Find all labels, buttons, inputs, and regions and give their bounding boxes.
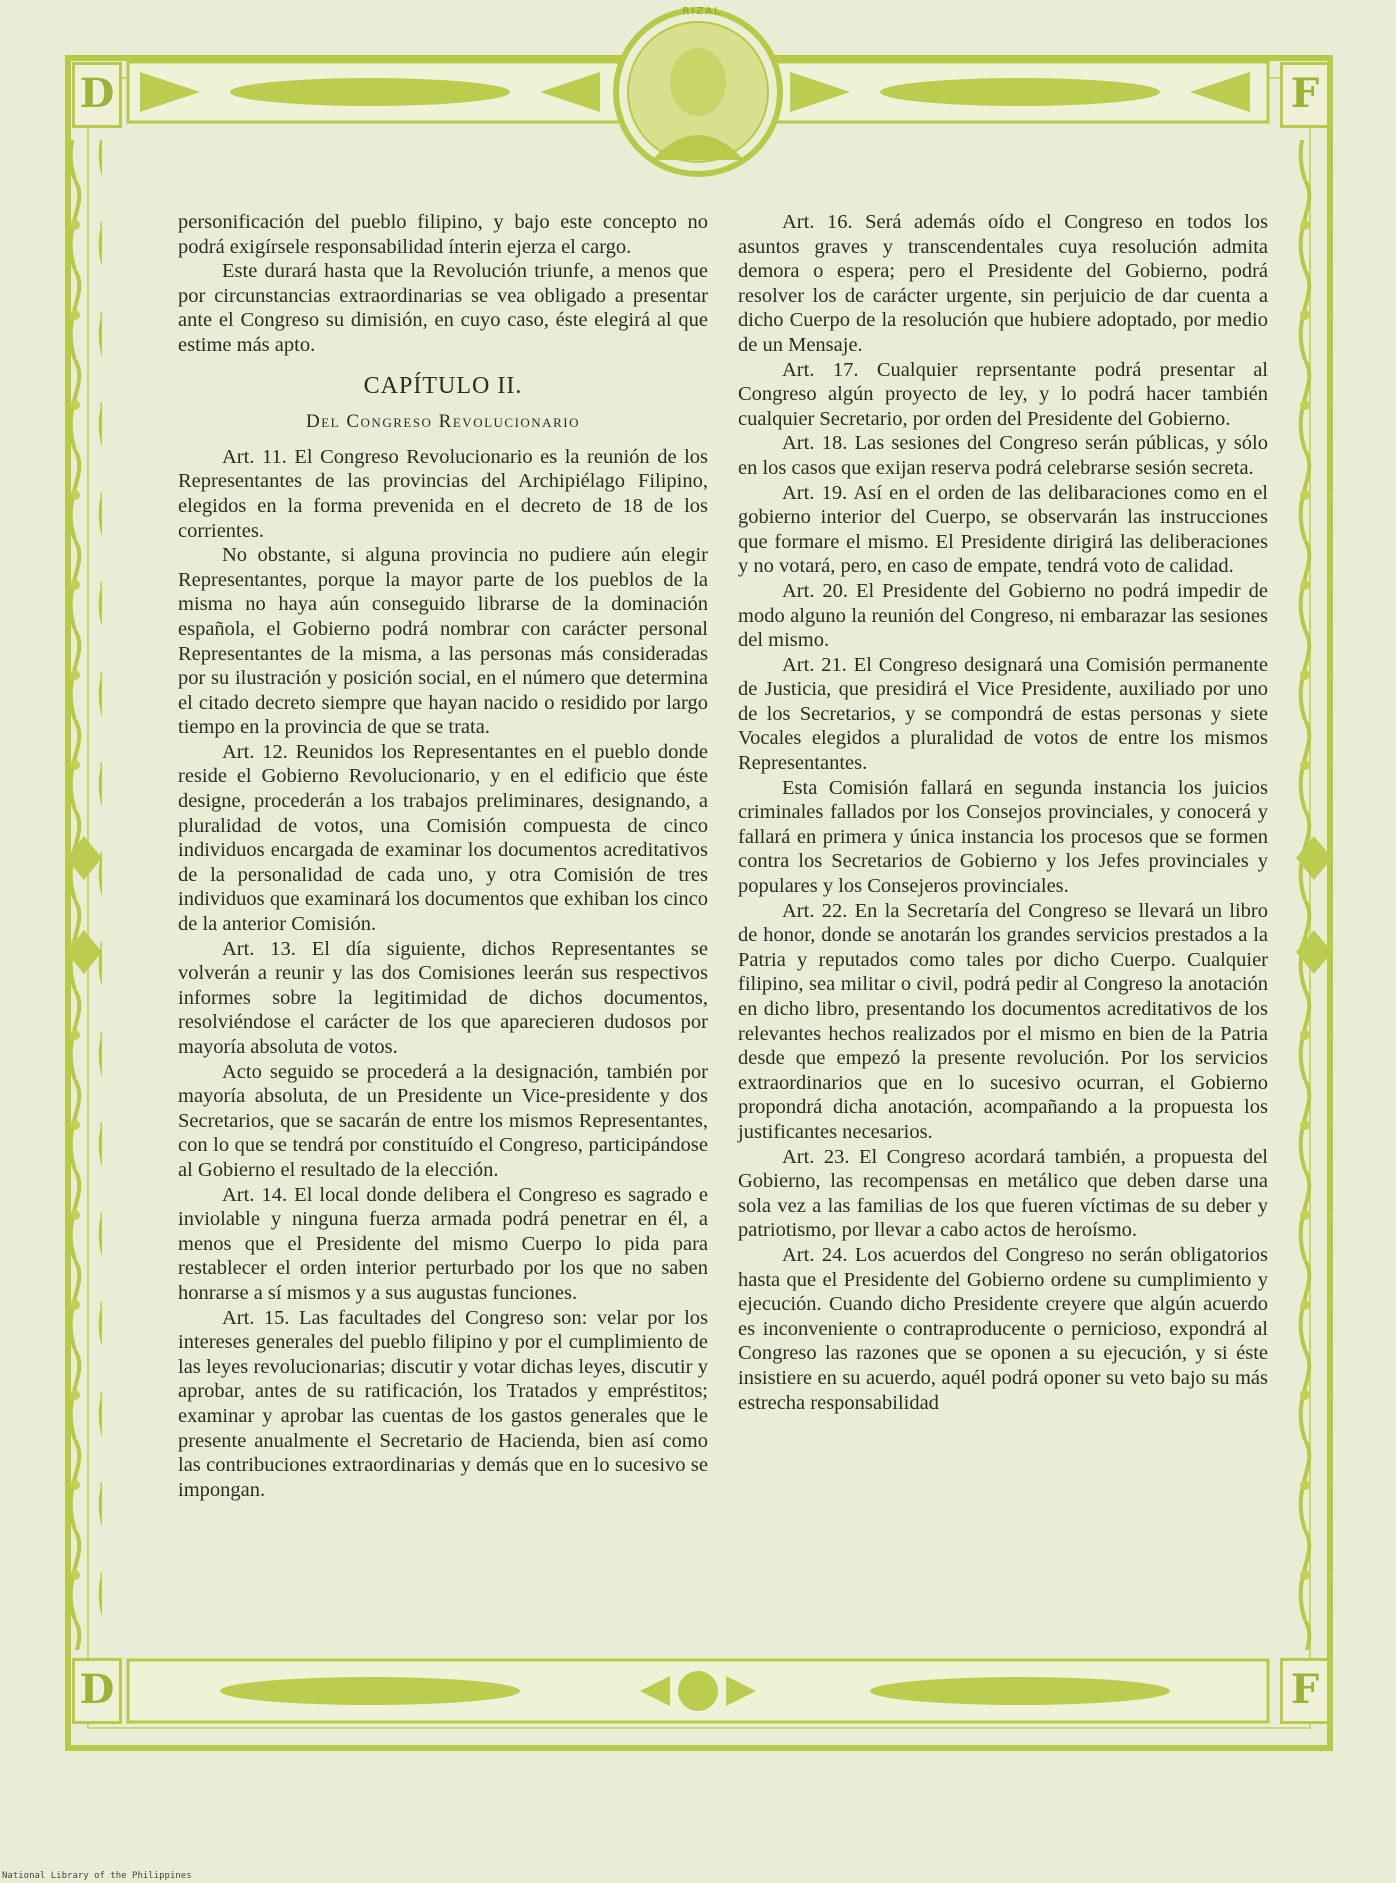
paragraph: Acto seguido se procederá a la designación, también por mayoría absoluta, de un Presidente un Vice-presidente y dos Secretarios, que se sacarán de entre los mismos Representantes, con lo que se tendrá por constituído el Congreso, participándose al Gobierno el resultado de la elección.	[178, 1060, 708, 1181]
article-11: Art. 11. El Congreso Revolucionario es la reunión de los Representantes de las provincias del Archipiélago Filipino, elegidos en la forma prevenida en el decreto de 18 de los corrientes.	[178, 445, 708, 542]
paragraph: Esta Comisión fallará en segunda instancia los juicios criminales fallados por los Consejos provinciales, y conocerá y fallará en primera y única instancia los procesos que se formen contra los Secretarios de Gobierno y los Jefes provinciales y populares y los Consejeros provinciales.	[738, 776, 1268, 898]
article-17: Art. 17. Cualquier reprsentante podrá presentar al Congreso algún proyecto de ley, y lo podrá hacer también cualquier Secretario, por orden del Presidente del Gobierno.	[738, 358, 1268, 430]
article-13: Art. 13. El día siguiente, dichos Representantes se volverán a reunir y las dos Comisiones leerán sus respectivos informes sobre la legitimidad de dichos documentos, resolviéndose el carácter de los que aparecieren dudosos por mayoría absoluta de votos.	[178, 937, 708, 1058]
paragraph: personificación del pueblo filipino, y bajo este concepto no podrá exigírsele responsabilidad ínterin ejerza el cargo.	[178, 211, 708, 258]
article-15: Art. 15. Las facultades del Congreso son: velar por los intereses generales del pueblo filipino y por el cumplimiento de las leyes revolucionarias; discutir y votar dichas leyes, discutir y aprobar, antes de su ratificación, los Tratados y empréstitos; examinar y aprobar las cuentas de los gastos generales que le presente anualmente el Secretario de Hacienda, bien así como las contribuciones extraordinarias y demás que en lo sucesivo se impongan.	[178, 1306, 708, 1501]
article-18: Art. 18. Las sesiones del Congreso serán públicas, y sólo en los casos que exijan reserva podrá celebrarse sesión secreta.	[738, 432, 1268, 479]
corner-letter-bottom-left: D	[72, 1658, 122, 1724]
article-20: Art. 20. El Presidente del Gobierno no podrá impedir de modo alguno la reunión del Congreso, ni embarazar las sesiones del mismo.	[738, 579, 1268, 652]
article-16: Art. 16. Será además oído el Congreso en todos los asuntos graves y transcendentales cuya resolución admita demora o espera; pero el Presidente del Gobierno, podrá resolver los de carácter urgente, sin perjuicio de dar cuenta a dicho Cuerpo de la resolución que hubiere adoptado, por medio de un Mensaje.	[738, 211, 1268, 356]
chapter-subtitle: Del Congreso Revolucionario	[306, 411, 580, 433]
article-22: Art. 22. En la Secretaría del Congreso se llevará un libro de honor, donde se anotarán los grandes servicios prestados a la Patria y reputados como tales por dicho Cuerpo. Cualquier filipino, sea militar o civil, podrá pedir al Congreso la anotación en dicho libro, presentando los documentos acreditativos de los relevantes hechos realizados por el mismo en bien de la Patria desde que empezó la presente revolución. Por los servicios extraordinarios que en lo sucesivo ocurran, el Gobierno propondrá dicha anotación, acompañando a la propuesta los justificantes necesarios.	[738, 899, 1268, 1143]
chapter-title: CAPÍTULO II.	[363, 372, 523, 399]
corner-letter-top-right: F	[1280, 62, 1330, 128]
right-text-column	[738, 210, 1268, 1415]
paragraph: Este durará hasta que la Revolución triunfe, a menos que por circunstancias extraordinarias se vea obligado a presentar ante el Congreso su dimisión, en cuyo caso, éste elegirá al que estime más apto.	[178, 260, 708, 356]
left-text-column	[178, 210, 708, 1502]
article-21: Art. 21. El Congreso designará una Comisión permanente de Justicia, que presidirá el Vice Presidente, auxiliado por uno de los Secretarios, y se compondrá de estas personas y siete Vocales elegidos a pluralidad de votos de entre los mismos Representantes.	[738, 653, 1268, 775]
corner-letter-top-left: D	[72, 62, 122, 128]
corner-letter-bottom-right: F	[1280, 1658, 1330, 1724]
article-14: Art. 14. El local donde delibera el Congreso es sagrado e inviolable y ninguna fuerza armada podrá penetrar en él, a menos que el Presidente del mismo Cuerpo lo pida para restablecer el orden interior perturbado por los que no saben honrarse a sí mismos y a sus augustas funciones.	[178, 1183, 708, 1304]
library-credit: National Library of the Philippines	[2, 1871, 192, 1881]
paragraph: No obstante, si alguna provincia no pudiere aún elegir Representantes, porque la mayor parte de los pueblos de la misma no haya aún conseguido librarse de la dominación española, el Gobierno podrá nombrar con carácter personal Representantes de la misma, a las personas más consideradas por su ilustración y posición social, en el número que determina el citado decreto siempre que hayan nacido o residido por largo tiempo en la provincia de que se trata.	[178, 544, 708, 739]
article-24: Art. 24. Los acuerdos del Congreso no serán obligatorios hasta que el Presidente del Gobierno ordene su cumplimiento y ejecución. Cuando dicho Presidente creyere que algún acuerdo es inconveniente o contraproducente o pernicioso, expondrá al Congreso las razones que se oponen a su ejecución, y si éste insistiere en su acuerdo, aquél podrá oponer su veto bajo su más estrecha responsabilidad	[738, 1243, 1268, 1414]
article-12: Art. 12. Reunidos los Representantes en el pueblo donde reside el Gobierno Revolucionario, y en el edificio que éste designe, procederán a los trabajos preliminares, designando, a pluralidad de votos, una Comisión compuesta de cinco individuos encargada de examinar los documentos acreditativos de la personalidad de cada uno, y otra Comisión de tres individuos que examinará los documentos que exhiban los cinco de la anterior Comisión.	[178, 740, 708, 936]
medallion-label: RIZAL	[682, 6, 722, 17]
article-19: Art. 19. Así en el orden de las delibaraciones como en el gobierno interior del Cuerpo, se observarán las instrucciones que formare el mismo. El Presidente dirigirá las deliberaciones y no votará, pero, en caso de empate, tendrá voto de calidad.	[738, 481, 1268, 578]
article-23: Art. 23. El Congreso acordará también, a propuesta del Gobierno, las recompensas en metálico que deben darse una sola vez a las familias de los que fueren víctimas de su deber y patriotismo, por llevar a cabo actos de heroísmo.	[738, 1145, 1268, 1242]
